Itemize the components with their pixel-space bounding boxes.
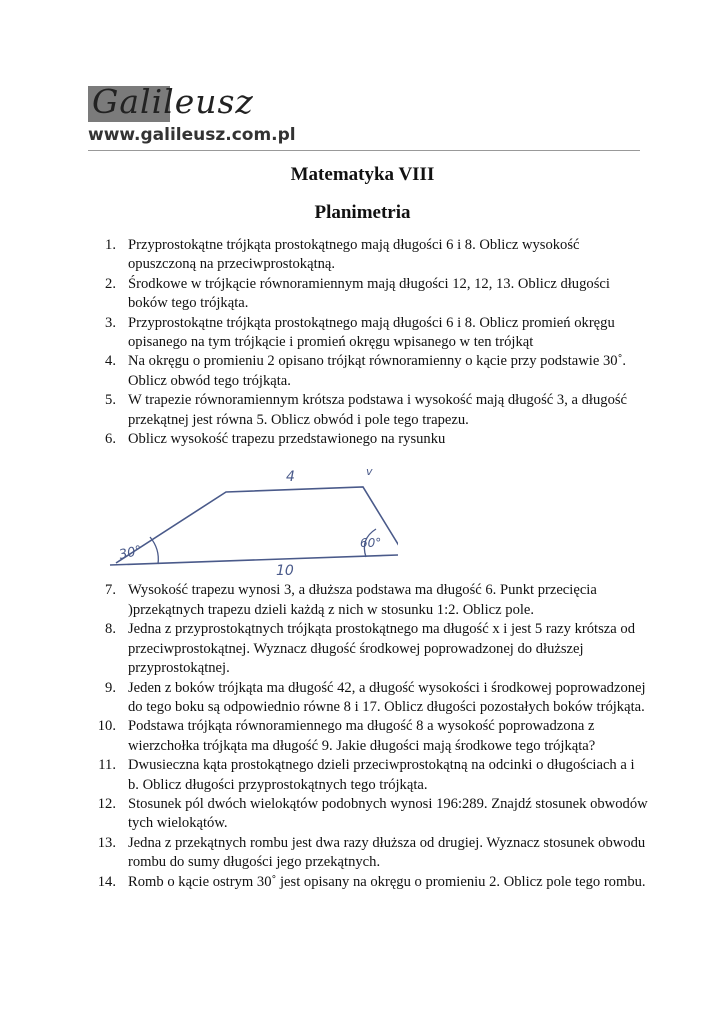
problem-number: 10. [97, 718, 116, 735]
problem-number: 9. [105, 679, 116, 696]
problem-text: Podstawa trójkąta równoramiennego ma długość 8 a wysokość poprowadzona z wierzchołka trójkąta ma długość 9. Jakie długości mają środkowe tego trójkąta? [128, 718, 596, 754]
problem-text: Jedna z przyprostokątnych trójkąta prostokątnego ma długość x i jest 5 razy krótsza od przeciwprostokątnej. Wyznacz długość środkowej poprowadzonej do dłuższej przyprostokątnej. [128, 621, 635, 677]
problem-number: 5. [105, 392, 116, 409]
problem-text: Na okręgu o promieniu 2 opisano trójkąt równoramienny o kącie przy podstawie 30˚. Oblicz obwód tego trójkąta. [128, 353, 627, 389]
problem-number: 1. [105, 237, 116, 253]
site-url: www.galileusz.com.pl [88, 125, 296, 145]
problem-text: Wysokość trapezu wynosi 3, a dłuższa podstawa ma długość 6. Punkt przecięcia )przekątnych trapezu dzieli każdą z nich w stosunku 1:2. Oblicz pole. [128, 582, 597, 618]
problem-list [92, 236, 648, 892]
problem-text: Środkowe w trójkącie równoramiennym mają długości 12, 12, 13. Oblicz długości boków tego trójkąta. [128, 275, 610, 312]
right-angle-label: 60° [360, 536, 382, 551]
problem-number: 4. [105, 353, 116, 370]
page-title: Matematyka VIII [290, 164, 435, 185]
problem-text: Stosunek pól dwóch wielokątów podobnych wynosi 196:289. Znajdź stosunek obwodów tych wielokątów. [128, 795, 648, 832]
trapezoid-outline [116, 487, 398, 563]
problem-text: Przyprostokątne trójkąta prostokątnego mają długości 6 i 8. Oblicz promień okręgu opisanego na tym trójkącie i promień okręgu wpisanego w ten trójkąt [128, 314, 615, 351]
list-item [92, 314, 648, 353]
trapezoid-base [110, 555, 398, 565]
list-item [92, 581, 648, 620]
bottom-base-label: 10 [276, 563, 294, 580]
problem-number: 6. [105, 431, 116, 448]
problem-number: 2. [105, 275, 116, 292]
problem-number: 8. [105, 621, 116, 638]
list-item [92, 275, 648, 314]
page-header [88, 84, 640, 156]
problem-number: 7. [105, 582, 116, 599]
problem-number: 13. [97, 834, 116, 851]
list-item [92, 620, 648, 678]
problem-number: 11. [98, 757, 116, 774]
list-item [92, 795, 648, 834]
header-divider [88, 150, 640, 151]
left-angle-label: 30° [117, 543, 144, 564]
problem-number: 14. [97, 873, 116, 890]
list-item [92, 756, 648, 795]
list-item [92, 834, 648, 873]
list-item [92, 873, 648, 892]
list-item [92, 391, 648, 430]
list-item [92, 679, 648, 718]
page-subtitle: Planimetria [314, 202, 411, 223]
problem-text: Dwusieczna kąta prostokątnego dzieli przeciwprostokątną na odcinki o długościach a i b. Oblicz długości przyprostokątnych tego trójkąta. [128, 757, 635, 793]
list-item [92, 236, 648, 275]
trapezoid-drawing [98, 449, 398, 579]
problem-text: Jedna z przekątnych rombu jest dwa razy dłuższa od drugiej. Wyznacz stosunek obwodu rombu do sumy długości jego przekątnych. [128, 834, 646, 871]
problem-number: 12. [97, 795, 116, 812]
problem-text: Oblicz wysokość trapezu przedstawionego na rysunku [128, 431, 446, 448]
top-base-label: 4 [286, 469, 295, 486]
list-item [92, 717, 648, 756]
list-item [92, 430, 648, 449]
problem-text: Jeden z boków trójkąta ma długość 42, a długość wysokości i środkowej poprowadzonej do tego boku są odpowiednio równe 8 i 17. Oblicz długości pozostałych boków trójkąta. [128, 679, 646, 715]
problem-number: 3. [105, 314, 116, 331]
problem-text: Romb o kącie ostrym 30˚ jest opisany na okręgu o promieniu 2. Oblicz pole tego rombu. [128, 873, 646, 890]
logo: Galileusz [92, 82, 254, 121]
trapezoid-figure [92, 449, 648, 581]
problem-text: W trapezie równoramiennym krótsza podstawa i wysokość mają długość 3, a długość przekątnej jest równa 5. Oblicz obwód i pole tego trapezu. [128, 392, 628, 428]
tick-mark: v [366, 465, 373, 479]
problem-text: Przyprostokątne trójkąta prostokątnego mają długości 6 i 8. Oblicz wysokość opuszczoną na przeciwprostokątną. [128, 237, 580, 273]
list-item [92, 352, 648, 391]
